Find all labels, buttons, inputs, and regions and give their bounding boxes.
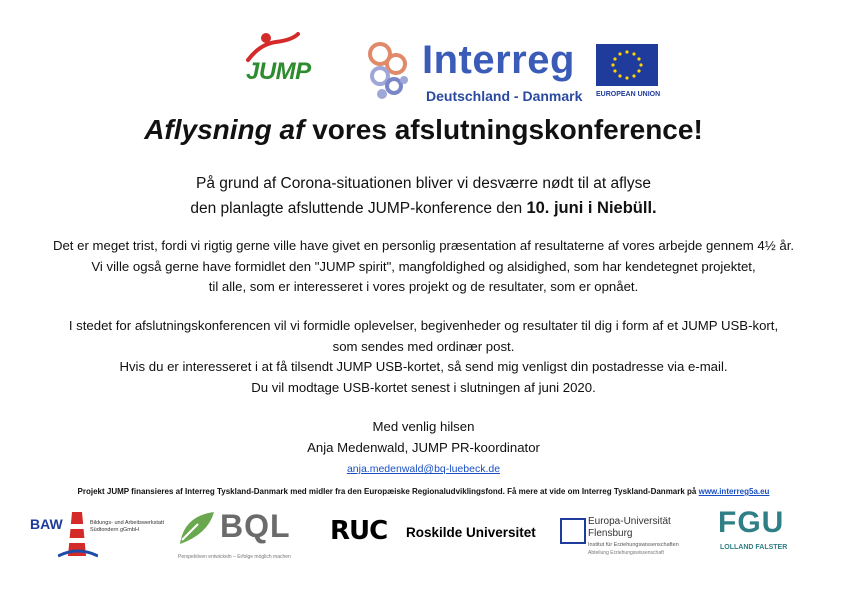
bql-logo (176, 510, 326, 564)
ruc-mark: RUC (330, 516, 388, 546)
funding-note (0, 487, 847, 496)
paragraph-1-line: Vi ville også gerne have formidlet den "JUMP spirit", mangfoldighed og alsidighed, som har kendetegnet projektet, (91, 258, 756, 274)
intro-line-2 (0, 196, 847, 221)
baw-logo (30, 506, 164, 560)
paragraph-2 (0, 316, 847, 398)
fgu-sub: LOLLAND FALSTER (720, 544, 788, 551)
paragraph-2-line: I stedet for afslutningskonferencen vil vi formidle oplevelser, begivenheder og resultater til dig i form af et JUMP USB-kort, (68, 318, 779, 333)
ruc-logo (330, 516, 550, 550)
euf-emblem-icon (560, 518, 586, 544)
bql-tagline: Perspektiven entwickeln – Erfolge möglich machen (178, 554, 291, 560)
paragraph-2-line: som sendes med ordinær post. (332, 338, 515, 354)
jump-logo (238, 30, 334, 86)
paragraph-1-line: Det er meget trist, fordi vi rigtig gerne ville have givet en personlig præsentation af resultaterne af vores arbejde gennem 4½ år. (52, 238, 795, 253)
paragraph-1-line: til alle, som er interesseret i vores projekt og de resultater, som er opnået. (208, 279, 639, 294)
interreg-website-link[interactable]: www.interreg5a.eu (698, 487, 770, 496)
interreg-circles-icon (366, 40, 422, 106)
greeting: Med venlig hilsen (372, 419, 475, 434)
paragraph-1 (0, 236, 847, 298)
fgu-wordmark: FGU (718, 506, 785, 539)
lighthouse-icon (58, 506, 98, 560)
funding-note-text: Projekt JUMP finansieres af Interreg Tyskland-Danmark med midler fra den Europæiske Regionaludviklingsfond. Få mere at vide om Interreg Tyskland-Danmark på (77, 487, 697, 496)
baw-sub-1: Bildungs- und Arbeitswerkstatt (90, 520, 164, 526)
baw-wordmark: BAW (30, 516, 63, 532)
intro-line-2-prefix: den planlagte afsluttende JUMP-konference den (190, 200, 523, 217)
email-link[interactable]: anja.medenwald@bq-luebeck.de (346, 463, 501, 475)
euf-logo (560, 514, 710, 562)
title-rest: vores afslutningskonference! (312, 114, 703, 145)
closing (0, 417, 847, 480)
intro-text (0, 172, 847, 221)
ruc-name: Roskilde Universitet (406, 525, 536, 540)
baw-sub-2: Südtondern gGmbH (90, 527, 139, 533)
signature: Anja Medenwald, JUMP PR-koordinator (307, 439, 540, 455)
interreg-wordmark: Interreg (422, 38, 575, 82)
interreg-region: Deutschland - Danmark (426, 88, 583, 104)
page-title (0, 114, 847, 146)
eu-flag-icon (596, 44, 658, 86)
paragraph-2-line: Du vil modtage USB-kortet senest i slutningen af juni 2020. (251, 379, 596, 395)
fgu-logo (718, 508, 798, 556)
interreg-logo (366, 40, 586, 106)
paragraph-2-line: Hvis du er interesseret i at få tilsendt JUMP USB-kortet, så send mig venligst din postadresse via e-mail. (119, 359, 728, 374)
bql-leaf-icon (178, 510, 218, 548)
eu-label: EUROPEAN UNION (596, 91, 661, 98)
bql-wordmark: BQL (220, 508, 291, 544)
eu-logo (596, 44, 660, 98)
title-italic: Aflysning af (144, 114, 305, 145)
euf-sub-1: Institut für Erziehungswissenschaften (588, 542, 679, 548)
jump-logo-text: JUMP (246, 58, 311, 85)
euf-sub-2: Abteilung Erziehungswissenschaft (588, 550, 664, 556)
euf-name-1: Europa-Universität (588, 516, 671, 527)
conference-date: 10. juni i Niebüll. (526, 199, 657, 217)
intro-line-1: På grund af Corona-situationen bliver vi desværre nødt til at aflyse (196, 175, 651, 192)
euf-name-2: Flensburg (588, 528, 633, 539)
